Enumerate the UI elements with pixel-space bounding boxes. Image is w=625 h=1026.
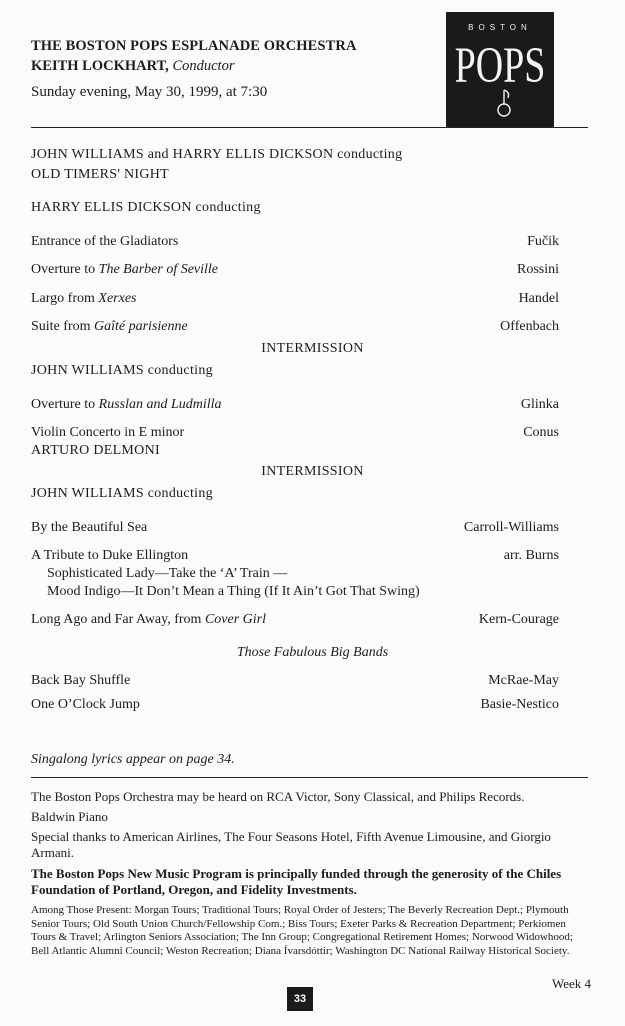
header-rule — [31, 127, 588, 128]
piece-title: By the Beautiful Sea — [31, 520, 148, 535]
intro-line-1: JOHN WILLIAMS and HARRY ELLIS DICKSON conducting — [31, 147, 403, 162]
soloist: ARTURO DELMONI — [31, 443, 160, 458]
logo-main-text: POPS — [454, 36, 546, 94]
piece-composer: Fučik — [527, 234, 559, 249]
thanks-note: Special thanks to American Airlines, The Four Seasons Hotel, Fifth Avenue Limousine, and Giorgio Armani. — [31, 829, 551, 860]
piano-note: Baldwin Piano — [31, 809, 108, 824]
piece-composer: Conus — [523, 425, 559, 440]
boston-pops-logo — [446, 12, 554, 128]
intro-line-2: OLD TIMERS' NIGHT — [31, 167, 170, 182]
piece-title: Entrance of the Gladiators — [31, 234, 179, 249]
piece-title: A Tribute to Duke Ellington — [31, 548, 189, 563]
piece-composer: Offenbach — [500, 319, 559, 334]
boston-pops-logo-graphic — [446, 12, 554, 128]
piece-composer: McRae-May — [488, 673, 559, 688]
piece-composer: Basie-Nestico — [480, 697, 559, 712]
piece-title: Long Ago and Far Away, from Cover Girl — [31, 612, 267, 627]
piece-title: One O’Clock Jump — [31, 697, 140, 712]
footer-rule — [31, 777, 588, 778]
conductor-line — [31, 56, 234, 76]
part1-conductor: HARRY ELLIS DICKSON conducting — [31, 200, 261, 215]
among-those-present: Among Those Present: Morgan Tours; Traditional Tours; Royal Order of Jesters; The Beverly Recreation Dept.; Plymouth Senior Tours; Old South Union Church/Fellowship Com.; Biss Tours; Exeter Parks & Recreation Department; Perkiomen Tours & Travel; Arlington Seniors Association; The Inn Group; Congregational Retirement Homes; Norwood Widowhood; Bell Atlantic Alumni Council; Weston Recreation; Diana Ívarsdóttir; Washington DC National Railway Historical Society. — [31, 904, 573, 957]
part3-conductor: JOHN WILLIAMS conducting — [31, 486, 213, 501]
piece-composer: Kern-Courage — [478, 612, 559, 627]
piece-title: Overture to Russlan and Ludmilla — [31, 397, 222, 412]
intermission-1: INTERMISSION — [261, 341, 364, 356]
piece-composer: Glinka — [520, 397, 559, 412]
intermission-2: INTERMISSION — [261, 464, 364, 479]
big-bands-heading: Those Fabulous Big Bands — [236, 645, 389, 660]
piece-composer: arr. Burns — [503, 548, 559, 563]
tribute-medley-line-1: Sophisticated Lady—Take the ‘A’ Train — — [47, 566, 288, 581]
piece-composer: Rossini — [516, 262, 559, 277]
records-note: The Boston Pops Orchestra may be heard on RCA Victor, Sony Classical, and Philips Records. — [31, 789, 525, 804]
piece-title: Largo from Xerxes — [31, 291, 137, 306]
piece-title: Suite from Gaîté parisienne — [31, 319, 188, 334]
part2-conductor: JOHN WILLIAMS conducting — [31, 363, 213, 378]
conductor-role: Conductor — [172, 58, 235, 74]
piece-composer: Carroll-Williams — [463, 520, 559, 535]
piece-title: Violin Concerto in E minor — [31, 425, 185, 440]
tribute-medley-line-2: Mood Indigo—It Don’t Mean a Thing (If It Ain’t Got That Swing) — [47, 584, 420, 599]
conductor-name: KEITH LOCKHART, — [31, 58, 169, 74]
orchestra-title: THE BOSTON POPS ESPLANADE ORCHESTRA — [31, 38, 357, 54]
page-number: 33 — [287, 987, 313, 1011]
piece-title: Overture to The Barber of Seville — [31, 262, 219, 277]
logo-top-text: BOSTON — [468, 23, 532, 32]
piece-composer: Handel — [518, 291, 559, 306]
concert-date: Sunday evening, May 30, 1999, at 7:30 — [31, 84, 268, 100]
piece-title: Back Bay Shuffle — [31, 673, 131, 688]
week-label: Week 4 — [551, 976, 591, 991]
singalong-note: Singalong lyrics appear on page 34. — [31, 752, 235, 767]
funding-note: The Boston Pops New Music Program is principally funded through the generosity of the Chiles Foundation of Portland, Oregon, and Fidelity Investments. — [31, 866, 562, 897]
